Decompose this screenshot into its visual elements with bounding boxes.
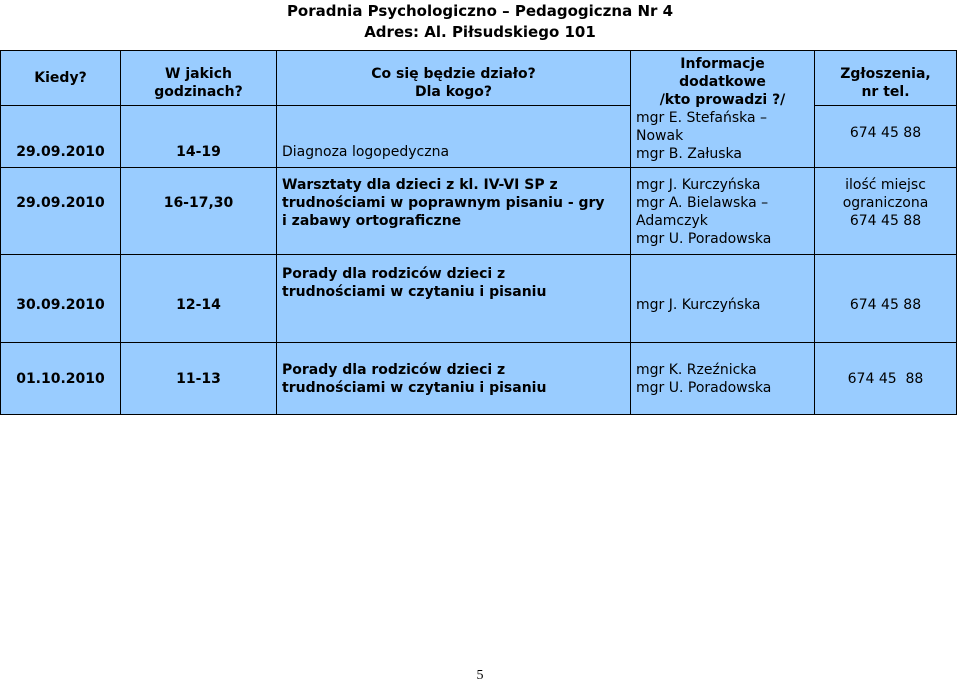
- row-date: 01.10.2010: [1, 343, 121, 415]
- row-info: mgr J. Kurczyńska: [631, 255, 815, 343]
- page-number: 5: [476, 668, 484, 683]
- row-contact: 674 45 88: [815, 106, 957, 168]
- document-header: [0, 0, 960, 42]
- schedule-table: [0, 50, 957, 415]
- table-row: [1, 168, 957, 255]
- row-hours: 14-19: [121, 106, 277, 168]
- row-hours: 16-17,30: [121, 168, 277, 255]
- col-header-hours: W jakich godzinach?: [121, 51, 277, 106]
- row-contact: 674 45 88: [815, 255, 957, 343]
- row-what: Porady dla rodziców dzieci z trudnościami w czytaniu i pisaniu: [277, 343, 631, 415]
- row-info: mgr K. Rzeźnicka mgr U. Poradowska: [631, 343, 815, 415]
- header-address: Adres: Al. Piłsudskiego 101: [364, 23, 596, 41]
- row-date: 29.09.2010: [1, 106, 121, 168]
- row-hours: 11-13: [121, 343, 277, 415]
- row-contact: ilość miejsc ograniczona 674 45 88: [815, 168, 957, 255]
- col-header-when: Kiedy?: [1, 51, 121, 106]
- col-header-contact: Zgłoszenia, nr tel.: [815, 51, 957, 106]
- row-info: mgr J. Kurczyńska mgr A. Bielawska – Adamczyk mgr U. Poradowska: [631, 168, 815, 255]
- row-date: 30.09.2010: [1, 255, 121, 343]
- row-date: 29.09.2010: [1, 168, 121, 255]
- col-header-what: Co się będzie działo? Dla kogo?: [277, 51, 631, 106]
- table-row: [1, 255, 957, 343]
- row-what: Diagnoza logopedyczna: [277, 106, 631, 168]
- col-header-info: Informacje dodatkowe /kto prowadzi ?/ mgr E. Stefańska – Nowak mgr B. Załuska: [631, 51, 815, 168]
- row-what: Warsztaty dla dzieci z kl. IV-VI SP z trudnościami w poprawnym pisaniu - gry i zabawy ortograficzne: [277, 168, 631, 255]
- row-contact: 674 45 88: [815, 343, 957, 415]
- table-row: [1, 343, 957, 415]
- row-what: Porady dla rodziców dzieci z trudnościami w czytaniu i pisaniu: [277, 255, 631, 343]
- table-header-row: [1, 51, 957, 106]
- header-institution: Poradnia Psychologiczno – Pedagogiczna Nr 4: [286, 2, 674, 20]
- row-hours: 12-14: [121, 255, 277, 343]
